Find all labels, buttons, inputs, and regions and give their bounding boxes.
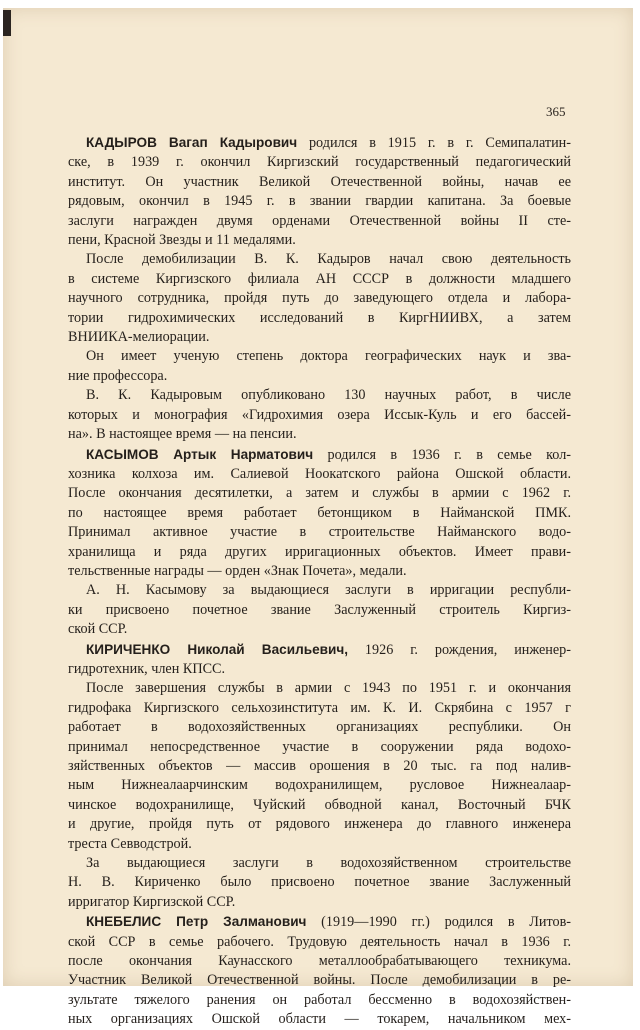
text-line	[68, 133, 571, 153]
line-text: родился в 1936 г. в семье кол-	[313, 446, 571, 463]
entry-name: КАСЫМОВ Артык Нарматович	[86, 446, 314, 462]
line-text: ки присвоено почетное звание Заслуженный строитель Киргиз-	[68, 601, 571, 618]
line-text: ирригатор Киргизской ССР.	[68, 893, 236, 910]
text-line	[68, 933, 571, 952]
text-line	[68, 893, 571, 912]
binding-edge-mark	[3, 10, 11, 36]
text-line	[68, 660, 571, 679]
page-number: 365	[546, 104, 566, 119]
line-text: родился в 1915 г. в г. Семипалатин-	[297, 135, 571, 151]
text-line	[68, 815, 571, 834]
text-line	[68, 620, 571, 639]
text-line	[68, 445, 571, 465]
entry-name: КАДЫРОВ Вагап Кадырович	[86, 135, 298, 150]
line-text: заслуги награжден двумя орденами Отечественной войны II сте-	[68, 212, 571, 229]
text-line	[68, 425, 571, 444]
text-line	[68, 347, 571, 366]
text-line	[68, 757, 571, 776]
text-line	[68, 309, 571, 328]
line-text: тории гидрохимических исследований в КиргНИИВХ, а затем	[68, 309, 571, 326]
text-line	[68, 562, 571, 581]
line-text: тельственные награды — орден «Знак Почета», медали.	[68, 562, 407, 579]
line-text: А. Н. Касымову за выдающиеся заслуги в ирригации республи-	[86, 582, 571, 599]
line-text: ской ССР.	[68, 621, 128, 638]
entry-name: КИРИЧЕНКО Николай Васильевич,	[86, 641, 349, 657]
text-line	[68, 718, 571, 737]
line-text: ных организациях Ошской области — токарем, начальником мех-	[68, 1011, 571, 1028]
line-text: после окончания Каунасского металлообрабатывающего техникума.	[68, 953, 571, 970]
text-line	[68, 328, 571, 347]
line-text: по настоящее время работает бетонщиком в Найманской ПМК.	[68, 504, 571, 521]
line-text: пени, Красной Звезды и 11 медалями.	[68, 232, 296, 249]
line-text: ске, в 1939 г. окончил Киргизский государственный педагогический	[68, 154, 571, 171]
line-text: Он имеет ученую степень доктора географических наук и зва-	[86, 348, 571, 365]
text-line	[68, 173, 571, 192]
text-line	[68, 543, 571, 562]
text-line	[68, 912, 571, 932]
line-text: гидрофака Киргизского сельхозинститута им. К. И. Скрябина с 1957 г	[68, 699, 571, 716]
line-text: ние профессора.	[68, 367, 168, 384]
text-line	[68, 776, 571, 795]
line-text: гидротехник, член КПСС.	[68, 660, 226, 677]
line-text: чинское водохранилище, Чуйский обводной канал, Восточный БЧК	[68, 796, 571, 813]
line-text: институт. Он участник Великой Отечественной войны, начав ее	[68, 173, 571, 190]
text-line	[68, 367, 571, 386]
body-text	[68, 133, 571, 1030]
text-line	[68, 796, 571, 815]
text-line	[68, 601, 571, 620]
line-text: В. К. Кадыровым опубликовано 130 научных работ, в числе	[86, 387, 571, 404]
line-text: хранилища и ряда других ирригационных объектов. Имеет прави-	[68, 543, 571, 560]
text-line	[68, 504, 571, 523]
text-line	[68, 952, 571, 971]
line-text: ской ССР в семье рабочего. Трудовую деятельность начал в 1936 г.	[68, 933, 571, 950]
text-line	[68, 250, 571, 269]
text-line	[68, 991, 571, 1010]
line-text: Принимал активное участие в строительстве Найманского водо-	[68, 524, 571, 541]
text-line	[68, 386, 571, 405]
text-line	[68, 212, 571, 231]
text-line	[68, 679, 571, 698]
text-line	[68, 699, 571, 718]
text-line	[68, 270, 571, 289]
line-text: и другие, пройдя путь от рядового инженера до главного инженера	[68, 816, 571, 833]
line-text: треста Севводстрой.	[68, 835, 192, 852]
text-line	[68, 640, 571, 660]
text-line	[68, 835, 571, 854]
text-line	[68, 231, 571, 250]
line-text: После демобилизации В. К. Кадыров начал свою деятельность	[86, 251, 571, 268]
line-text: ным Нижнеалаарчинским водохранилищем, русловое Нижнеалаар-	[68, 777, 571, 794]
line-text: Н. В. Кириченко было присвоено почетное звание Заслуженный	[68, 874, 571, 891]
line-text: в системе Киргизского филиала АН СССР в должности младшего	[68, 270, 571, 287]
text-line	[68, 1010, 571, 1029]
text-line	[68, 523, 571, 542]
line-text: зяйственных объектов — массив орошения в 20 тыс. га под налив-	[68, 758, 571, 774]
line-text: научного сотрудника, пройдя путь до заведующего отдела и лабора-	[68, 290, 571, 307]
line-text: зультате тяжелого ранения он работал бессменно в водохозяйствен-	[68, 991, 571, 1008]
text-line	[68, 484, 571, 503]
text-line	[68, 971, 571, 990]
line-text: принимал непосредственное участие в сооружении ряда водохо-	[68, 738, 571, 755]
text-line	[68, 738, 571, 757]
text-line	[68, 581, 571, 600]
line-text: хозника колхоза им. Салиевой Ноокатского района Ошской области.	[68, 465, 571, 482]
line-text: ВНИИКА-мелиорации.	[68, 329, 210, 346]
text-line	[68, 153, 571, 172]
line-text: на». В настоящее время — на пенсии.	[68, 426, 297, 443]
text-line	[68, 192, 571, 211]
text-line	[68, 854, 571, 873]
line-text: (1919—1990 гг.) родился в Литов-	[306, 914, 571, 931]
text-line	[68, 465, 571, 484]
line-text: которых и монография «Гидрохимия озера Иссык-Куль и его бассей-	[68, 406, 571, 423]
entry-name: КНЕБЕЛИС Петр Залманович	[86, 914, 307, 930]
line-text: Участник Великой Отечественной войны. После демобилизации в ре-	[68, 972, 571, 989]
text-line	[68, 873, 571, 892]
line-text: После окончания десятилетки, а затем и службы в армии с 1962 г.	[68, 485, 571, 502]
line-text: 1926 г. рождения, инженер-	[348, 641, 571, 658]
text-line	[68, 406, 571, 425]
line-text: После завершения службы в армии с 1943 по 1951 г. и окончания	[86, 680, 571, 697]
line-text: работает в водохозяйственных организациях республики. Он	[68, 719, 571, 736]
line-text: За выдающиеся заслуги в водохозяйственном строительстве	[86, 855, 571, 872]
line-text: рядовым, окончил в 1945 г. в звании гвардии капитана. За боевые	[68, 193, 571, 210]
text-line	[68, 289, 571, 308]
